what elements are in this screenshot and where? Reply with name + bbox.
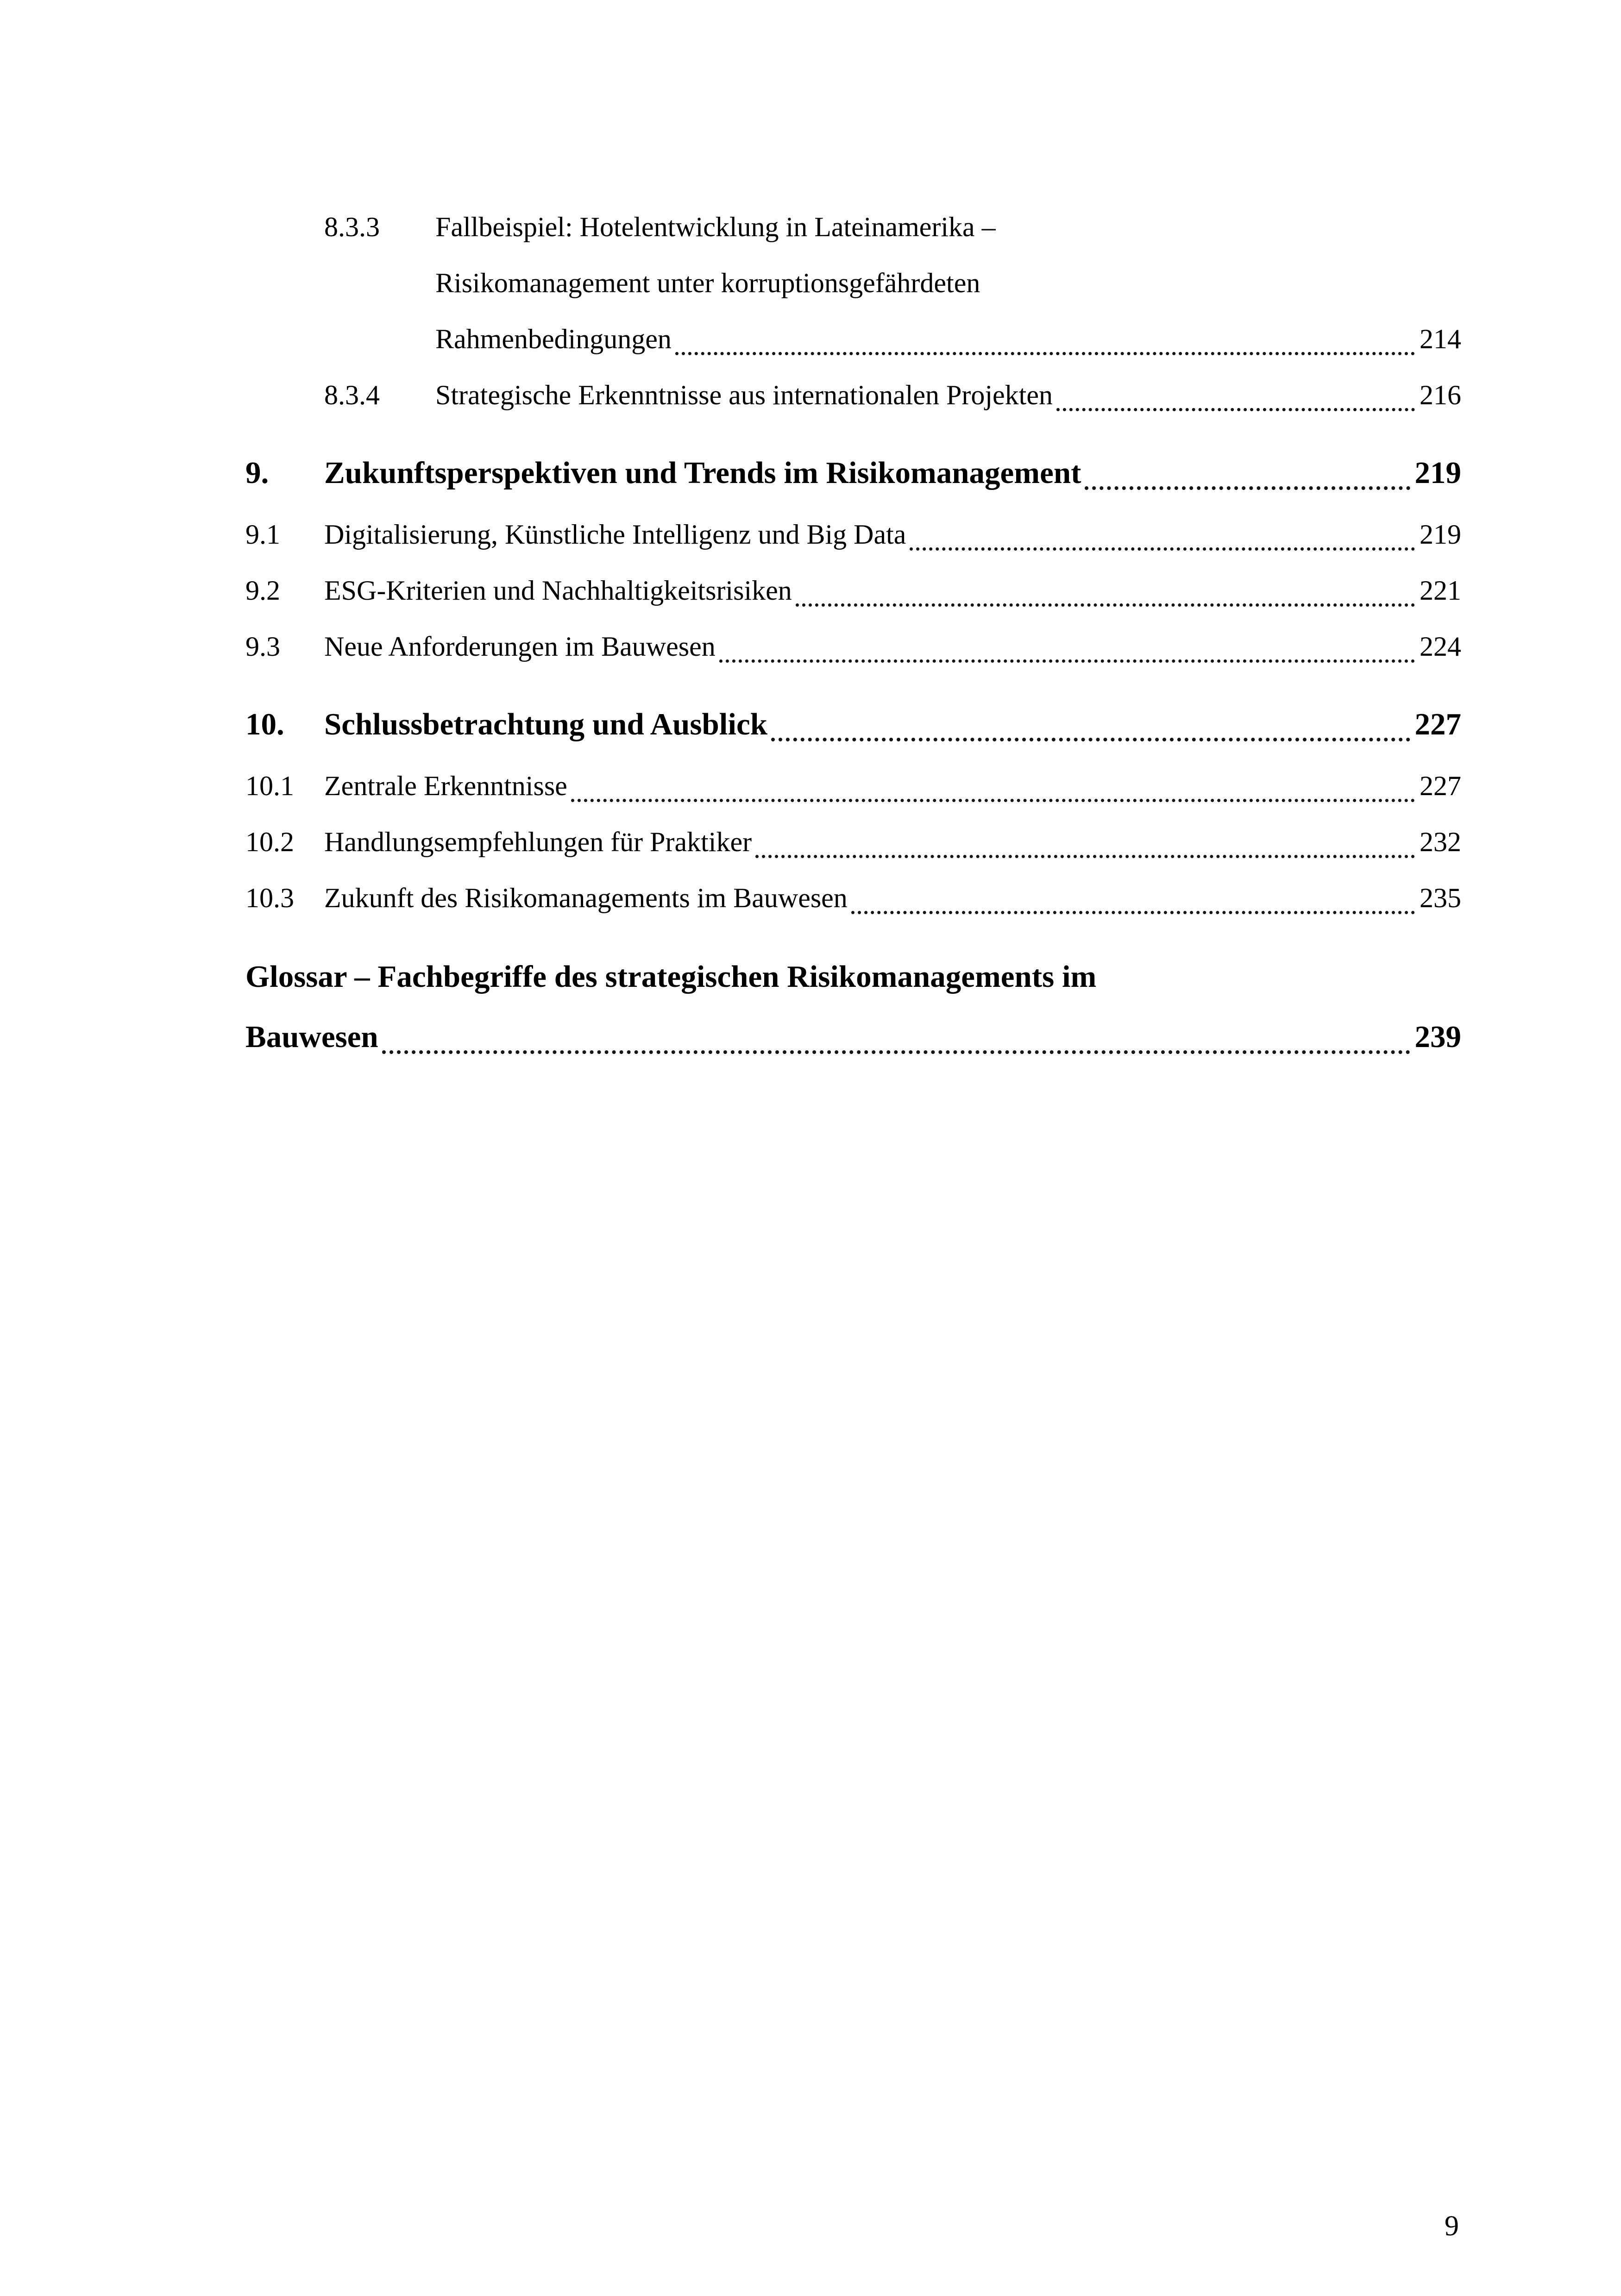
toc-entry-number: 9.3 (245, 631, 280, 662)
toc-page-number: 227 (1414, 707, 1461, 741)
leader-dots (771, 738, 1410, 741)
toc-page-number: 214 (1420, 324, 1461, 354)
toc-entry-number: 9.2 (245, 575, 280, 606)
toc-entry-title: Zukunftsperspektiven und Trends im Risikomanagement (324, 456, 1081, 490)
leader-dots (675, 352, 1415, 355)
toc-page-number: 216 (1420, 380, 1461, 410)
toc-entry-number: 9.1 (245, 519, 280, 550)
toc-entry-10-3 (245, 870, 1461, 926)
toc-entry-number: 9. (245, 456, 269, 490)
toc-page-number: 221 (1420, 575, 1461, 606)
toc-entry-9-2 (245, 563, 1461, 619)
page-folio: 9 (1445, 2210, 1459, 2242)
leader-dots (851, 911, 1415, 914)
toc-page-number: 239 (1414, 1020, 1461, 1054)
toc-entry-line: Fallbeispiel: Hotelentwicklung in Lateinamerika – (435, 212, 996, 242)
leader-dots (1085, 486, 1410, 490)
toc-page-number: 219 (1414, 456, 1461, 490)
toc-page-number: 219 (1420, 519, 1461, 550)
toc-entry-9-1 (245, 507, 1461, 563)
leader-dots (571, 799, 1415, 802)
toc-entry-title: ESG-Kriterien und Nachhaltigkeitsrisiken (324, 575, 792, 606)
leader-dots (719, 659, 1415, 663)
toc-page-number: 227 (1420, 771, 1461, 801)
toc-entry-last-line (435, 311, 1461, 367)
leader-dots (910, 547, 1415, 551)
toc-entry-line: Risikomanagement unter korruptionsgefährdeten (435, 268, 980, 298)
toc-entry-number: 8.3.3 (324, 212, 380, 242)
toc-entry-9-3 (245, 619, 1461, 675)
toc-entry-number: 10.3 (245, 883, 294, 913)
toc-entry-title: Schlussbetrachtung und Ausblick (324, 707, 767, 741)
toc-page-number: 232 (1420, 827, 1461, 857)
toc-entry-title: Glossar – Fachbegriffe des strategischen Risikomanagements im (245, 960, 1097, 994)
leader-dots (382, 1050, 1410, 1054)
toc-entry-title: Zentrale Erkenntnisse (324, 771, 567, 801)
leader-dots (1056, 408, 1415, 411)
toc-entry-title: Strategische Erkenntnisse aus internationalen Projekten (435, 380, 1053, 410)
leader-dots (796, 603, 1415, 607)
toc-entry-8-3-3 (324, 199, 1461, 367)
toc-entry-text-block (435, 199, 1461, 367)
toc-entry-number: 10.2 (245, 827, 294, 857)
toc-entry-10 (245, 694, 1461, 754)
toc-page-number: 235 (1420, 883, 1461, 913)
toc-entry-10-1 (245, 758, 1461, 814)
toc-entry-8-3-4 (324, 367, 1461, 423)
toc-entry-glossar (245, 947, 1461, 1067)
toc-entry-line: Rahmenbedingungen (435, 324, 672, 354)
toc-entry-last-line (245, 1007, 1461, 1067)
toc-entry-title: Handlungsempfehlungen für Praktiker (324, 827, 752, 857)
leader-dots (755, 855, 1415, 858)
toc-entry-title: Digitalisierung, Künstliche Intelligenz und Big Data (324, 519, 906, 550)
toc-page-number: 224 (1420, 631, 1461, 662)
toc-entry-title: Zukunft des Risikomanagements im Bauwesen (324, 883, 848, 913)
toc-entry-number: 8.3.4 (324, 380, 380, 410)
toc-entry-number: 10.1 (245, 771, 294, 801)
toc-entry-10-2 (245, 814, 1461, 870)
toc-entry-9 (245, 443, 1461, 503)
toc-entry-number: 10. (245, 707, 284, 741)
toc-entry-title: Bauwesen (245, 1020, 378, 1054)
toc-entry-title: Neue Anforderungen im Bauwesen (324, 631, 716, 662)
